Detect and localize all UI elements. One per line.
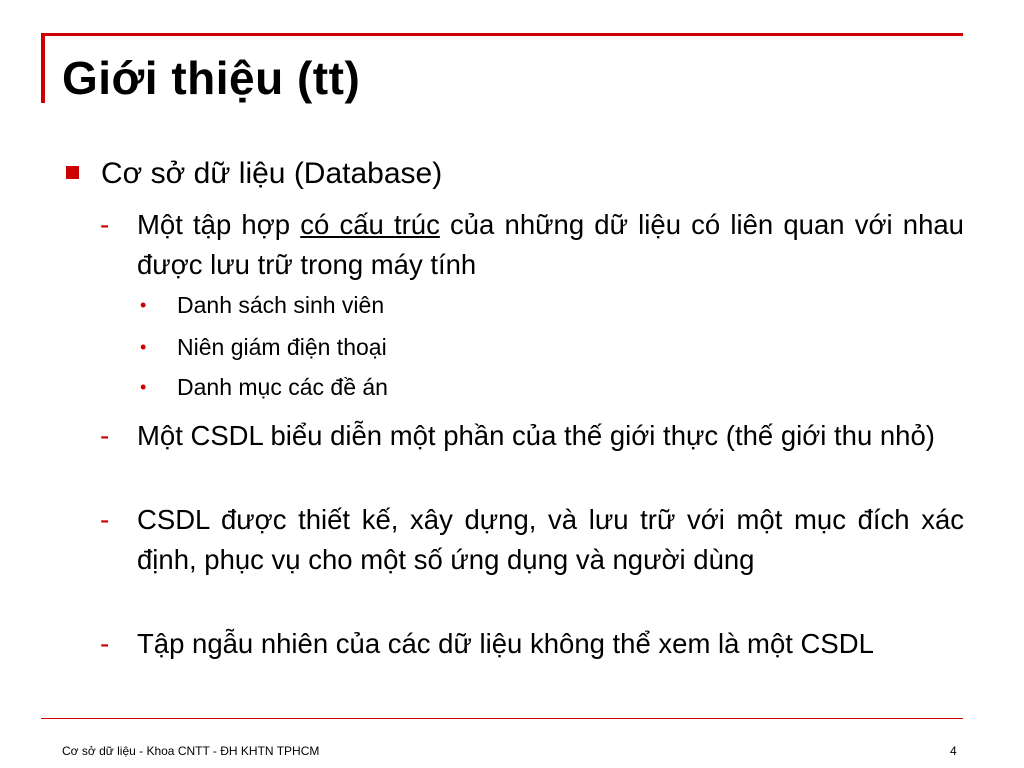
dot-bullet-icon: • xyxy=(140,377,147,397)
sub-item-text: Tập ngẫu nhiên của các dữ liệu không thể xem là một CSDL xyxy=(137,628,874,659)
dash-bullet-icon: - xyxy=(100,628,110,659)
sub-item xyxy=(100,624,964,664)
example-text: Danh sách sinh viên xyxy=(177,292,385,318)
square-bullet-icon xyxy=(66,166,79,179)
sub-item xyxy=(100,416,964,456)
title-accent-vertical xyxy=(41,33,45,103)
definition-prefix: Một tập hợp xyxy=(137,209,301,240)
sub-item-definition xyxy=(100,205,964,285)
dot-bullet-icon: • xyxy=(140,337,147,357)
sub-item-text: Một CSDL biểu diễn một phần của thế giới thực (thế giới thu nhỏ) xyxy=(137,420,935,451)
dash-bullet-icon: - xyxy=(100,420,110,451)
bullet-text: Cơ sở dữ liệu (Database) xyxy=(101,157,443,190)
example-item xyxy=(140,285,940,325)
sub-item xyxy=(100,500,964,580)
page-number: 4 xyxy=(950,744,957,758)
example-item xyxy=(140,327,940,367)
footer-text: Cơ sở dữ liệu - Khoa CNTT - ĐH KHTN TPHCM xyxy=(62,744,320,758)
footer-divider xyxy=(41,718,963,719)
sub-item-text: CSDL được thiết kế, xây dựng, và lưu trữ với một mục đích xác định, phục vụ cho một số ứng dụng và người dùng xyxy=(137,504,964,575)
slide-title: Giới thiệu (tt) xyxy=(62,52,361,104)
example-text: Danh mục các đề án xyxy=(177,374,388,400)
title-accent-horizontal xyxy=(41,33,963,36)
definition-suffix: của những dữ liệu có liên quan với nhau được lưu trữ trong máy tính xyxy=(137,209,964,280)
dot-bullet-icon: • xyxy=(140,295,147,315)
sub-item-text xyxy=(137,205,964,285)
definition-underlined: có cấu trúc xyxy=(300,209,440,240)
example-item xyxy=(140,367,940,407)
example-text: Niên giám điện thoại xyxy=(177,334,387,360)
dash-bullet-icon: - xyxy=(100,209,110,240)
dash-bullet-icon: - xyxy=(100,504,110,535)
